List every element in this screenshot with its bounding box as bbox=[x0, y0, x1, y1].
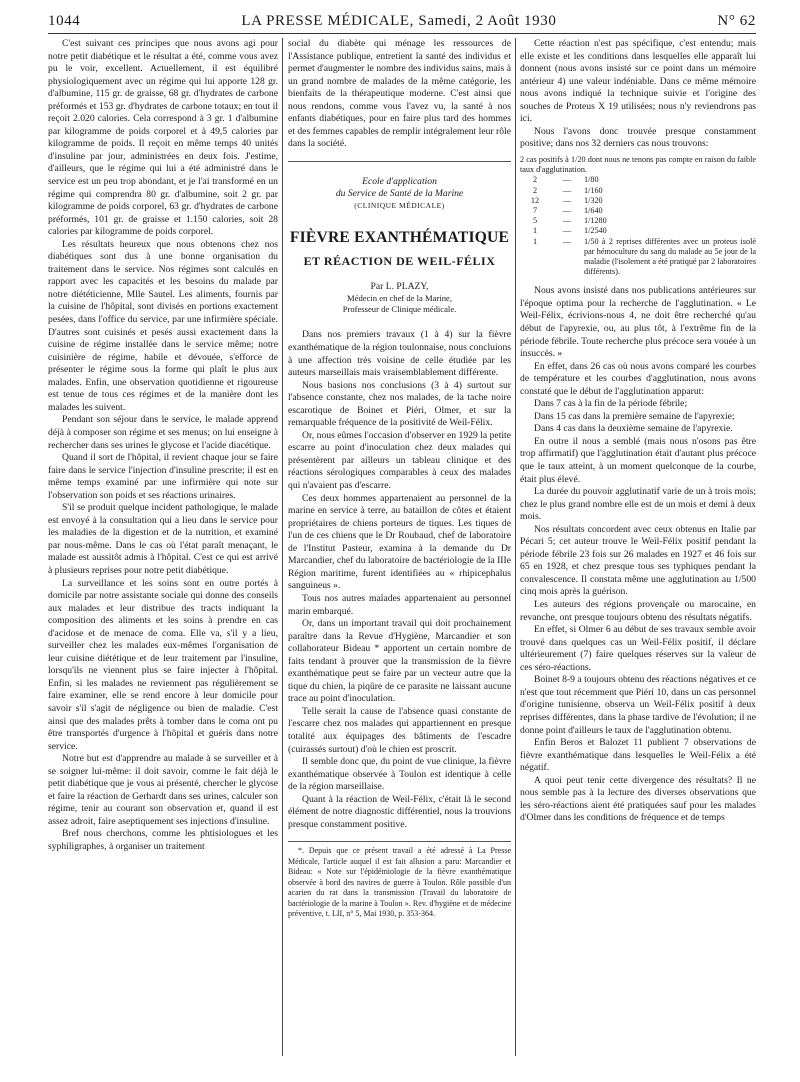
paragraph: Nous l'avons donc trouvée presque constamment positive; dans nos 32 derniers cas nous trouvons: bbox=[520, 125, 756, 150]
page-header bbox=[48, 8, 756, 34]
paragraph: C'est suivant ces principes que nous avons agi pour notre petit diabétique et le résultat a été, comme vous avez pu le voir, excellent. Actuellement, il est équilibré physiologiquement avec un régime qui lui apporte 128 gr. d'albumine, 115 gr. de graisse, 68 gr. d'hydrates de carbone préformés et 153 gr. d'hydrates de carbone totaux; en tout il reçoit 2.020 calories. Cela correspond à 3 gr. 1 d'albumine par kilogramme de poids corporel et à 49,5 calories par kilogramme de poids. Il reçoit en même temps 40 unités d'insuline par jour, administrées en deux fois. J'estime, d'ailleurs, que le régime qui lui a été administré dans le service est un peu trop abondant, et je l'ai transformé en un régime qui comprendra 80 gr. d'albumine, soit 2 gr. par kilogramme de poids corporel, 63 gr. d'hydrates de carbone préformés, 101 gr. de graisse et 1.150 calories, soit 28 calories par kilogramme de poids corporel. bbox=[48, 38, 278, 238]
table-row bbox=[520, 186, 756, 196]
author-affiliation: Médecin en chef de la Marine, bbox=[347, 293, 452, 304]
ditto-mark: — bbox=[562, 185, 572, 195]
paragraph: Nous avons insisté dans nos publications antérieures sur l'époque optima pour la recherche de l'agglutination. « Le Weil-Félix, écrivions-nous 4, ne doit être recherché qu'au début de l'apyrexie, ou, au plus tôt, à l'extrême fin de la période fébrile. Toute recherche plus précoce sera vouée à un insuccès. » bbox=[520, 285, 756, 360]
article-author: Par L. PLAZY, bbox=[370, 280, 429, 292]
ditto-mark: — bbox=[562, 205, 572, 215]
paragraph: Or, nous eûmes l'occasion d'observer en 1929 la petite escarre au point d'inoculation chez deux malades qui présentèrent par ailleurs un tableau clinique et des réactions sérologiques comparables à ceux des malades qui n'avaient pas d'escarre. bbox=[288, 429, 511, 492]
titer: 1/160 bbox=[584, 185, 603, 195]
paragraph: Dans nos premiers travaux (1 à 4) sur la fièvre exanthématique de la région toulonnaise, nous concluions à une affection très voisine de celle étudiée par les auteurs marseillais mais vraisemblablement différente. bbox=[288, 329, 511, 379]
case-count: 1 bbox=[532, 236, 538, 246]
institution-line: (CLINIQUE MÉDICALE) bbox=[354, 200, 445, 210]
agglutination-table bbox=[520, 155, 756, 277]
paragraph: Dans 4 cas dans la deuxième semaine de l'apyrexie. bbox=[534, 423, 733, 435]
titer: 1/50 à 2 reprises différentes avec un proteus isolé par hémoculture du sang du malade au 5e jour de la maladie (l'isolement a été pratiqué par 2 laboratoires différents). bbox=[584, 236, 756, 277]
case-count: 5 bbox=[532, 216, 538, 226]
paragraph: Il semble donc que, du point de vue clinique, la fièvre exanthématique observée à Toulon est identique à celle de la région marseillaise. bbox=[288, 756, 511, 793]
ditto-mark: — bbox=[562, 216, 572, 226]
table-intro-row: 2 cas positifs à 1/20 dont nous ne tenons pas compte en raison du faible taux d'agglutination. bbox=[520, 154, 756, 175]
paragraph: Cette réaction n'est pas spécifique, c'est entendu; mais elle existe et les conditions dans lesquelles elle apparaît lui donnent (nous avons insisté sur ce point dans un mémoire antérieur 4) une valeur indéniable. Dans ce même mémoire nous avons indiqué la technique suivie et l'origine des souches de Proteus X 19 utilisées; nous n'y reviendrons pas ici. bbox=[520, 38, 756, 125]
paragraph: Boinet 8-9 a toujours obtenu des réactions négatives et ce n'est que tout récemment que Piéri 10, dans un cas personnel d'origine tunisienne, observa un Weil-Félix positif à deux reprises différentes, dans la phase tardive de l'évolution; il ne donne point d'ailleurs le taux de l'agglutination obtenu. bbox=[520, 674, 756, 736]
paragraph: Dans 15 cas dans la première semaine de l'apyrexie; bbox=[534, 410, 735, 422]
paragraph: Les auteurs des régions provençale ou marocaine, en revanche, ont presque toujours obtenu des résultats négatifs. bbox=[520, 599, 756, 623]
paragraph: Notre but est d'apprendre au malade à se surveiller et à se soigner lui-même: il doit savoir, comme le fait déjà le petit diabétique que je vous ai présenté, chercher le glycose et faire la réaction de Gerhardt dans ses urines, calculer son régime, tenir au courant son observation et, quand il est assez adroit, faire aseptiquement ses injections d'insuline. bbox=[48, 753, 278, 827]
footnote-text: *. Depuis que ce présent travail a été adressé à La Presse Médicale, l'article auquel il est fait allusion a paru: Marcandier et Bideau: « Note sur l'épidémiologie de la fièvre exanthématique observée à bord des navires de guerre à Toulon. Rôle possible d'un acarien du rat dans la transmission (Travail du laboratoire de bactériologie de la marine à Toulon ». Rev. d'hygiène et de médecine préventive, t. LII, n° 5, Mai 1930, p. 353-364. bbox=[288, 846, 511, 919]
case-count: 1 bbox=[532, 226, 538, 236]
table-row bbox=[520, 206, 756, 216]
article-subtitle: ET RÉACTION DE WEIL-FÉLIX bbox=[303, 253, 496, 268]
column-3 bbox=[520, 38, 756, 825]
titer: 1/80 bbox=[584, 175, 599, 185]
paragraph: Bref nous cherchons, comme les phtisiologues et les syphiligraphes, à organiser un traitement bbox=[48, 828, 278, 852]
table-row bbox=[520, 216, 756, 226]
paragraph: S'il se produit quelque incident pathologique, le malade est envoyé à la consultation qui a lieu dans le service pour les maladies de la digestion et de la nutrition, et examiné par nous-même. Dans le cas où l'état paraît menaçant, le malade est aussitôt admis à l'hôpital. C'est ce qui est arrivé à plusieurs reprises pour notre petit diabétique. bbox=[48, 502, 278, 576]
paragraph: A quoi peut tenir cette divergence des résultats? Il ne nous semble pas à la lecture des diverses observations que les séro-réactions aient été pratiquées sauf pour les malades d'Olmer dans les conditions de fréquence et de temps bbox=[520, 774, 756, 824]
paragraph: Tous nos autres malades appartenaient au personnel marin embarqué. bbox=[288, 592, 511, 617]
titer: 1/2540 bbox=[584, 226, 607, 236]
table-row bbox=[520, 175, 756, 185]
institution-line: du Service de Santé de la Marine bbox=[335, 187, 464, 199]
footnote bbox=[288, 841, 511, 920]
column-rule bbox=[282, 38, 283, 1056]
ditto-mark: — bbox=[562, 226, 572, 236]
paragraph: Pendant son séjour dans le service, le malade apprend déjà à composer son régime et ses menus; on lui enseigne à rechercher dans ses urines le glycose et l'acide diacétique. bbox=[48, 414, 278, 451]
ditto-mark: — bbox=[562, 195, 572, 205]
author-affiliation: Professeur de Clinique médicale. bbox=[342, 304, 457, 315]
ditto-mark: — bbox=[562, 236, 572, 246]
paragraph: Quant à la réaction de Weil-Félix, c'était là le second élément de notre diagnostic différentiel, nous la trouvions presque constamment positive. bbox=[288, 793, 511, 830]
issue-number: N° 62 bbox=[717, 13, 756, 29]
paragraph: En effet, dans 26 cas où nous avons comparé les courbes de température et les courbes d'agglutination, nous avons constaté que le début de l'agglutination apparut: bbox=[520, 360, 756, 397]
column-rule bbox=[515, 38, 516, 1056]
paragraph: Enfin Beros et Balozet 11 publient 7 observations de fièvre exanthématique dans lesquelles le Weil-Félix a été négatif. bbox=[520, 737, 756, 774]
case-count: 7 bbox=[532, 205, 538, 215]
article-title: FIÈVRE EXANTHÉMATIQUE bbox=[289, 228, 510, 246]
case-count: 12 bbox=[530, 195, 540, 205]
column-2 bbox=[288, 38, 511, 920]
paragraph: Telle serait la cause de l'absence quasi constante de l'escarre chez nos malades qui appartiennent en presque totalité aux équipages des bâtiments de l'escadre (cuirassés surtout) d'où le chien est proscrit. bbox=[288, 705, 511, 755]
case-count: 2 bbox=[532, 185, 538, 195]
page-number: 1044 bbox=[48, 13, 81, 29]
paragraph: Nous basions nos conclusions (3 à 4) surtout sur l'absence constante, chez nos malades, de la tache noire escarotique de Boinet et Piéri, Olmer, et sur la remarquable fréquence de la positivité de Weil-Félix. bbox=[288, 379, 511, 429]
column-1 bbox=[48, 38, 278, 854]
paragraph: Quand il sort de l'hôpital, il revient chaque jour se faire faire dans le service l'injection d'insuline prescrite; il est en même temps examiné par une infirmière qui note sur l'observation son poids et ses réactions urinaires. bbox=[48, 452, 278, 501]
titer: 1/640 bbox=[584, 205, 603, 215]
institution bbox=[288, 176, 511, 212]
paragraph: Nos résultats concordent avec ceux obtenus en Italie par Pécari 5; cet auteur trouve le Weil-Félix positif pendant la période fébrile 23 fois sur 26 malades en 1927 et 46 fois sur 65 en 1928, et chez presque tous ses typhiques pendant la convalescence. Il constata même une agglutination au 1/500 cinq mois après la guérison. bbox=[520, 523, 756, 598]
table-row bbox=[520, 196, 756, 206]
case-count: 2 bbox=[532, 175, 538, 185]
titer: 1/1280 bbox=[584, 216, 607, 226]
table-row bbox=[520, 237, 756, 278]
institution-line: Ecole d'application bbox=[362, 175, 437, 187]
paragraph: Ces deux hommes appartenaient au personnel de la marine en service à terre, au bataillon de côtes et étaient propriétaires de chiens porteurs de tiques. Les tiques de l'un de ces chiens que le Dr Roubaud, chef de laboratoire de l'Institut Pasteur, examina à la demande du Dr Marcandier, chef du laboratoire de bactériologie de la IIIe Région maritime, furent identifiées au « rhipicephalus sanguineus ». bbox=[288, 492, 511, 592]
journal-title: LA PRESSE MÉDICALE, Samedi, 2 Août 1930 bbox=[241, 13, 557, 29]
paragraph: En effet, si Olmer 6 au début de ses travaux semble avoir trouvé dans quelques cas un Weil-Félix positif, il déclare ultérieurement (7) faire quelques réserves sur la valeur de ces séro-réactions. bbox=[520, 624, 756, 673]
paragraph: Dans 7 cas à la fin de la période fébrile; bbox=[534, 398, 688, 410]
section-divider bbox=[288, 161, 511, 162]
table-row bbox=[520, 226, 756, 236]
paragraph: Or, dans un important travail qui doit prochainement paraître dans la Revue d'Hygiène, Marcandier et son collaborateur Bideau * apportent un certain nombre de faits tendant à prouver que la transmission de la fièvre exanthématique peut se faire par un vecteur autre que la tique du chien, la piqûre de ce parasite ne laissant aucune trace au point d'inoculation. bbox=[288, 618, 511, 705]
ditto-mark: — bbox=[562, 175, 572, 185]
paragraph: La durée du pouvoir agglutinatif varie de un à trois mois; chez le plus grand nombre elle est de un mois et demi à deux mois. bbox=[520, 486, 756, 523]
paragraph: En outre il nous a semblé (mais nous n'osons pas être trop affirmatif) que l'agglutination était d'autant plus précoce que le taux atteint, à un moment quelconque de la courbe, était plus élevé. bbox=[520, 435, 756, 485]
paragraph: social du diabète qui ménage les ressources de l'Assistance publique, entretient la santé des individus et permet d'augmenter le nombre des individus sains, mais à un grand nombre de malades de la même catégorie, les bienfaits de la thérapeutique moderne. C'est ainsi que nous rendons, comme vous l'avez vu, la santé à nos enfants diabétiques, pour en faire plus tard des hommes et des femmes capables de remplir intégralement leur rôle dans la société. bbox=[288, 38, 511, 150]
paragraph: La surveillance et les soins sont en outre portés à domicile par notre assistante sociale qui donne des conseils aux malades et leur distribue des tracts indiquant la composition des aliments et les soins à prendre en cas d'acidose et de menace de coma. Elle va, s'il y a lieu, surveiller chez les malades eux-mêmes l'organisation de leur cuisine diététique et de leur traitement par l'insuline, lorsqu'ils ne viennent plus se faire injecter à l'hôpital. Enfin, si les malades ne reviennent pas régulièrement se faire examiner, elle se rend encore à leur domicile pour savoir s'il s'agit de négligence ou bien de maladie. C'est ainsi que des malades prêts à tomber dans le coma ont pu être transportés d'urgence à l'hôpital et guéris dans notre service. bbox=[48, 577, 278, 752]
titer: 1/320 bbox=[584, 195, 603, 205]
paragraph: Les résultats heureux que nous obtenons chez nos diabétiques sont dus à une bonne organisation du traitement dans le service. Nos régimes sont calculés en rapport avec les capacités et les besoins du malade par notre diététicienne, Mlle Sautel. Les aliments, fournis par la cuisine de l'hôpital, sont divisés en portions exactement pesées, dans l'office du service, par une infirmière spéciale. D'autres sont cuisinés et pesés aussi exactement dans la cuisine de régime installée dans le service même; notre cuisinière de régime, habile et dévouée, s'efforce de présenter le régime sous la forme qui plaît le plus aux malades. Enfin, une observation quotidienne et rigoureuse est tenue de tous ces régimes et de la manière dont les malades les suivent. bbox=[48, 238, 278, 413]
